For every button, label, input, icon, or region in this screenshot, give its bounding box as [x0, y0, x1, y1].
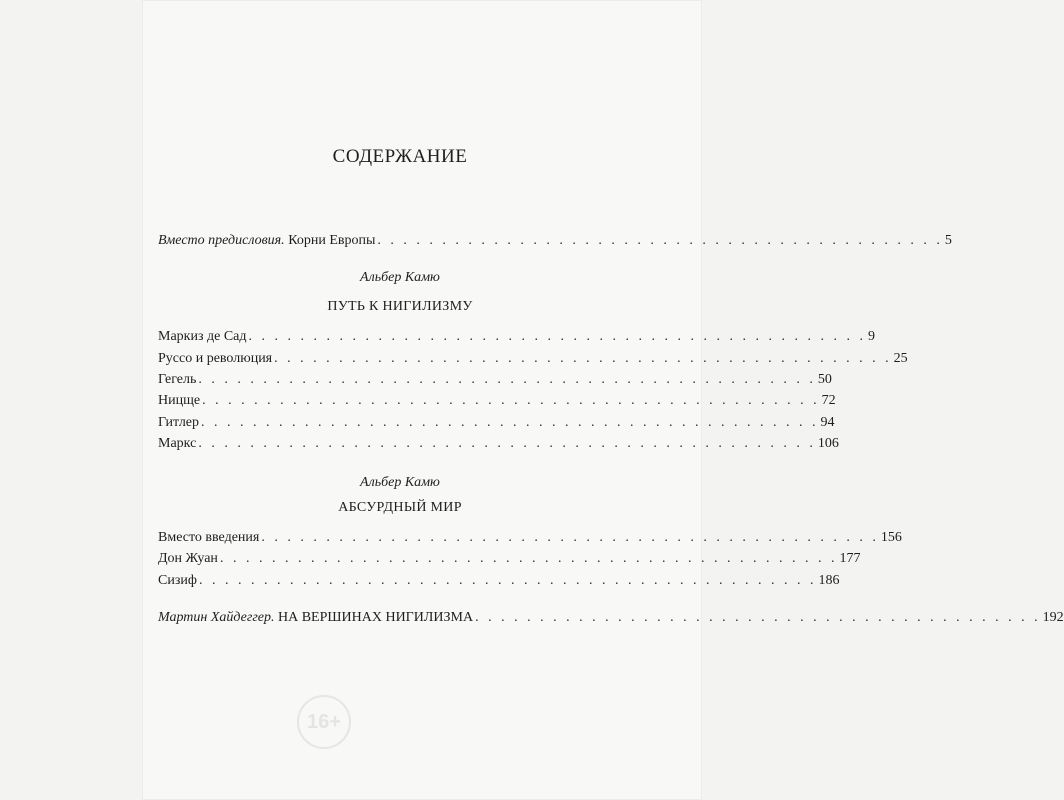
toc-entry-page: 9	[868, 329, 875, 344]
toc-leader-dots: . . . . . . . . . . . . . . . . . . . . . . . . . . . . . . . . . . . . . . . . . . . . . . . .	[198, 573, 817, 588]
toc-entry-label: Маркс	[158, 436, 197, 451]
toc-entry-label: Гегель	[158, 372, 197, 387]
toc-entry	[158, 573, 840, 593]
toc-entry-page: 177	[839, 551, 861, 566]
toc-entry-label: Гитлер	[158, 415, 200, 430]
part2-heading: АБСУРДНЫЙ МИР	[338, 500, 462, 515]
age-rating-badge: 16+	[297, 695, 351, 749]
toc-entry-page: 25	[893, 351, 908, 366]
page-title: СОДЕРЖАНИЕ	[332, 146, 468, 167]
toc-leader-dots: . . . . . . . . . . . . . . . . . . . . . . . . . . . . . . . . . . . . . . . . . . . . . . . .	[198, 372, 816, 387]
toc-entry	[158, 351, 908, 371]
toc-entry-label: Корни Европы	[288, 233, 376, 248]
toc-entry-intro	[158, 233, 952, 253]
toc-entry-page: 5	[944, 233, 952, 248]
toc-entry-label: Вместо введения	[158, 530, 260, 545]
toc-entry-label: Дон Жуан	[158, 551, 218, 566]
toc-leader-dots: . . . . . . . . . . . . . . . . . . . . . . . . . . . . . . . . . . . . . . . . . . . . . . . .	[219, 551, 838, 566]
toc-entry	[158, 372, 832, 392]
toc-leader-dots: . . . . . . . . . . . . . . . . . . . . . . . . . . . . . . . . . . . . . . . . . . . . . . . .	[198, 436, 816, 451]
toc-entry-label: Ницще	[158, 393, 201, 408]
toc-entry-page: 94	[820, 415, 835, 430]
toc-entry-page: 106	[817, 436, 839, 451]
toc-entry-final	[158, 610, 1064, 630]
toc-leader-dots: . . . . . . . . . . . . . . . . . . . . . . . . . . . . . . . . . . . . . . . . . . . . . . . .	[248, 329, 866, 344]
toc-leader-dots: . . . . . . . . . . . . . . . . . . . . . . . . . . . . . . . . . . . . . . . . . . . . . . . .	[202, 393, 820, 408]
toc-entry	[158, 415, 835, 435]
toc-entry-page: 186	[818, 573, 840, 588]
part2-author: Альбер Камю	[360, 475, 440, 490]
toc-leader-dots: . . . . . . . . . . . . . . . . . . . . . . . . . . . . . . . . . . . . . . . . . . . . . . . .	[201, 415, 819, 430]
toc-leader-dots: . . . . . . . . . . . . . . . . . . . . . . . . . . . . . . . . . . . . . . . . . . . .	[475, 610, 1041, 625]
toc-entry-label: Руссо и революция	[158, 351, 273, 366]
toc-entry	[158, 329, 875, 349]
toc-entry	[158, 530, 902, 550]
toc-entry-label: Сизиф	[158, 573, 197, 588]
part1-heading: ПУТЬ К НИГИЛИЗМУ	[327, 299, 473, 314]
toc-entry-prefix: Мартин Хайдеггер.	[158, 610, 275, 625]
toc-leader-dots: . . . . . . . . . . . . . . . . . . . . . . . . . . . . . . . . . . . . . . . . . . . . . . . .	[274, 351, 892, 366]
toc-leader-dots: . . . . . . . . . . . . . . . . . . . . . . . . . . . . . . . . . . . . . . . . . . . . . . . .	[261, 530, 879, 545]
toc-entry-page: 50	[817, 372, 832, 387]
toc-entry-page: 72	[821, 393, 836, 408]
toc-entry	[158, 551, 861, 571]
toc-entry-prefix: Вместо предисловия.	[158, 233, 285, 248]
toc-entry-label: НА ВЕРШИНАХ НИГИЛИЗМА	[278, 610, 474, 625]
toc-entry	[158, 436, 839, 456]
toc-entry-page: 192	[1042, 610, 1064, 625]
toc-entry-page: 156	[880, 530, 902, 545]
toc-entry-label: Маркиз де Сад	[158, 329, 247, 344]
part1-author: Альбер Камю	[360, 270, 440, 285]
toc-entry	[158, 393, 836, 413]
toc-leader-dots: . . . . . . . . . . . . . . . . . . . . . . . . . . . . . . . . . . . . . . . . . . . .	[377, 233, 943, 248]
